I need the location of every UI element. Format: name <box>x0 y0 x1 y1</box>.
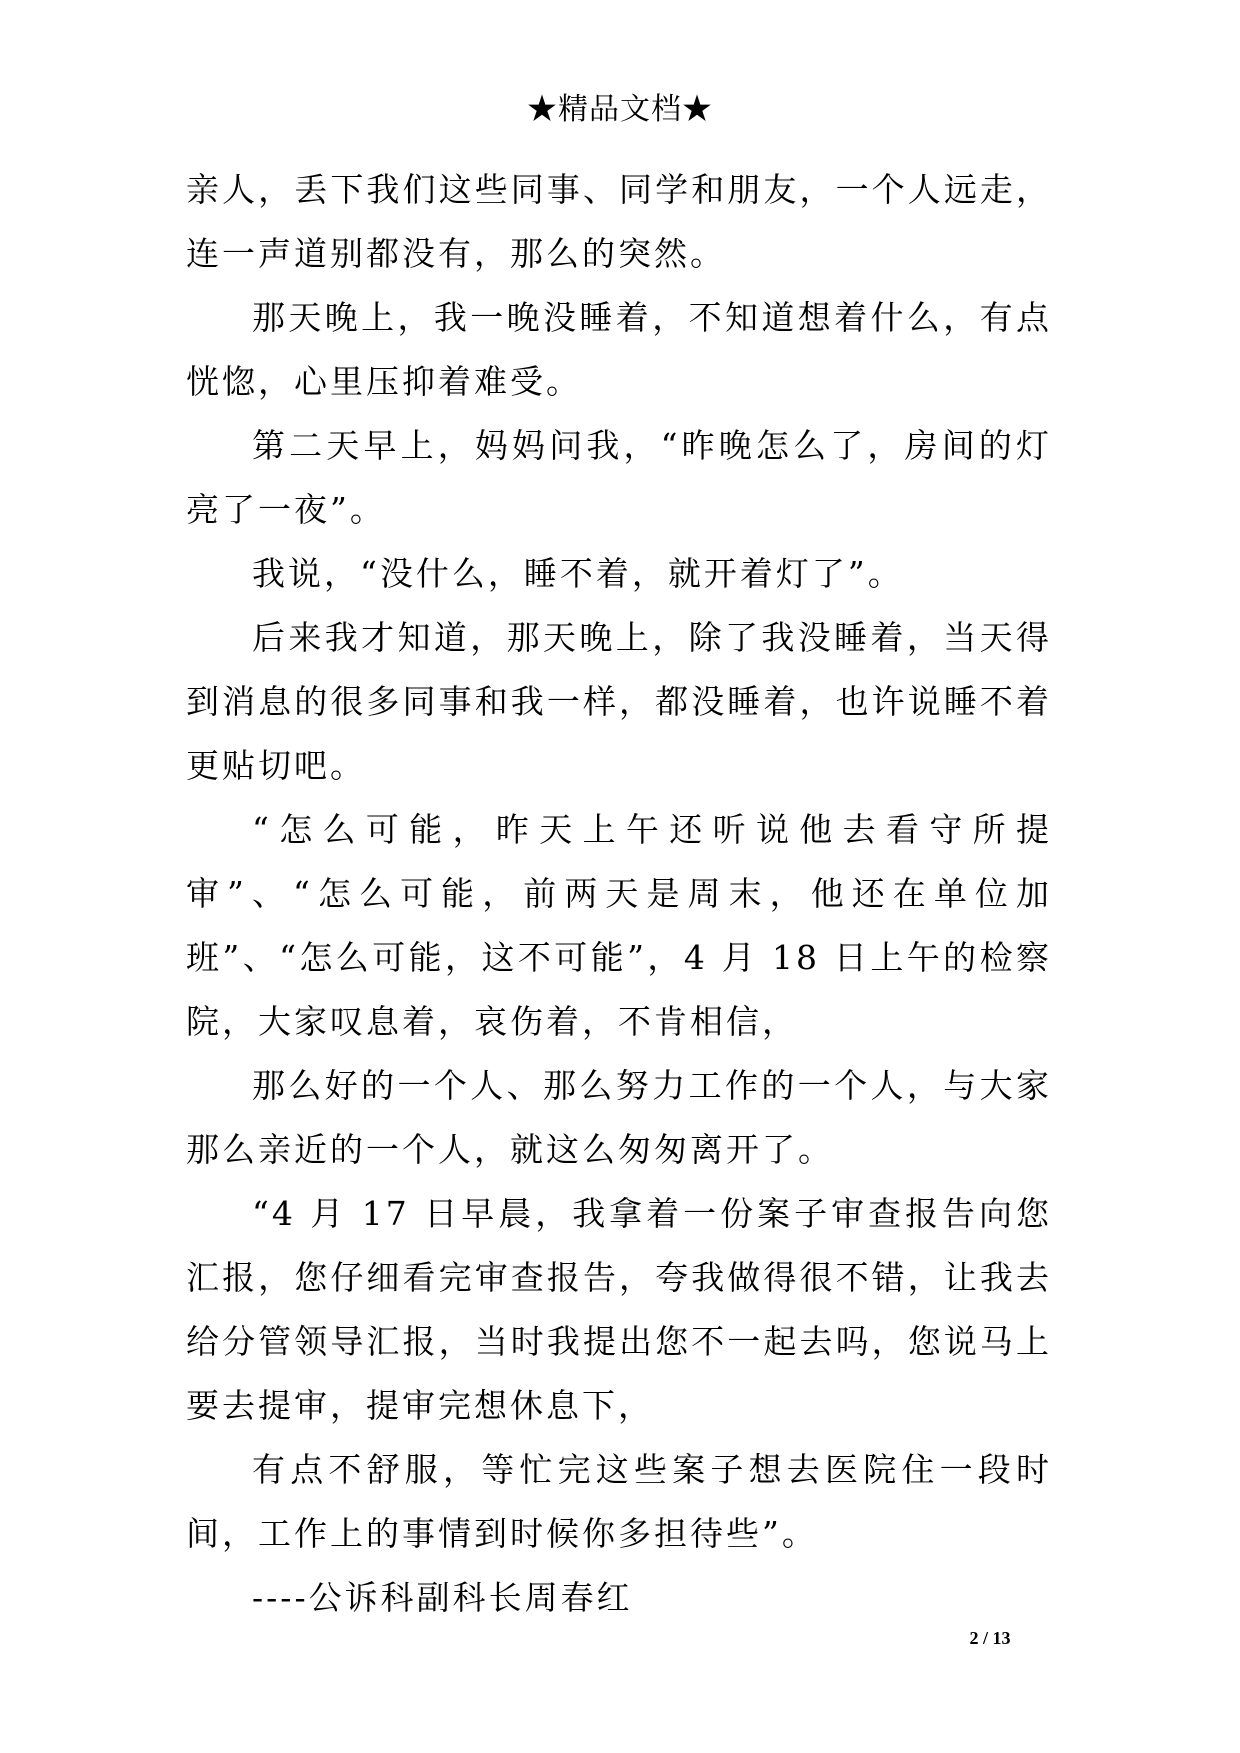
paragraph: 那么好的一个人、那么努力工作的一个人，与大家那么亲近的一个人，就这么匆匆离开了。 <box>186 1066 1052 1169</box>
paragraph: 亲人，丢下我们这些同事、同学和朋友，一个人远走，连一声道别都没有，那么的突然。 <box>186 170 1052 273</box>
document-body <box>186 158 1052 1630</box>
paragraph: 有点不舒服，等忙完这些案子想去医院住一段时间，工作上的事情到时候你多担待些”。 <box>186 1450 1052 1553</box>
page-number: 2 / 13 <box>969 1628 1011 1648</box>
paragraph: “怎么可能，昨天上午还听说他去看守所提审”、“怎么可能，前两天是周末，他还在单位加班”、“怎么可能，这不可能”，4 月 18 日上午的检察院，大家叹息着，哀伤着，不肯相信， <box>186 810 1052 1041</box>
page-header-title: ★精品文档★ <box>527 92 713 127</box>
paragraph: 那天晚上，我一晚没睡着，不知道想着什么，有点恍惚，心里压抑着难受。 <box>186 298 1052 401</box>
paragraph: “4 月 17 日早晨，我拿着一份案子审查报告向您汇报，您仔细看完审查报告，夸我做得很不错，让我去给分管领导汇报，当时我提出您不一起去吗，您说马上要去提审，提审完想休息下， <box>186 1194 1052 1425</box>
signature-line: ----公诉科副科长周春红 <box>252 1578 633 1617</box>
paragraph: 第二天早上，妈妈问我，“昨晚怎么了，房间的灯亮了一夜”。 <box>186 426 1052 529</box>
paragraph: 后来我才知道，那天晚上，除了我没睡着，当天得到消息的很多同事和我一样，都没睡着，也许说睡不着更贴切吧。 <box>186 618 1052 785</box>
paragraph: 我说，“没什么，睡不着，就开着灯了”。 <box>252 554 904 593</box>
